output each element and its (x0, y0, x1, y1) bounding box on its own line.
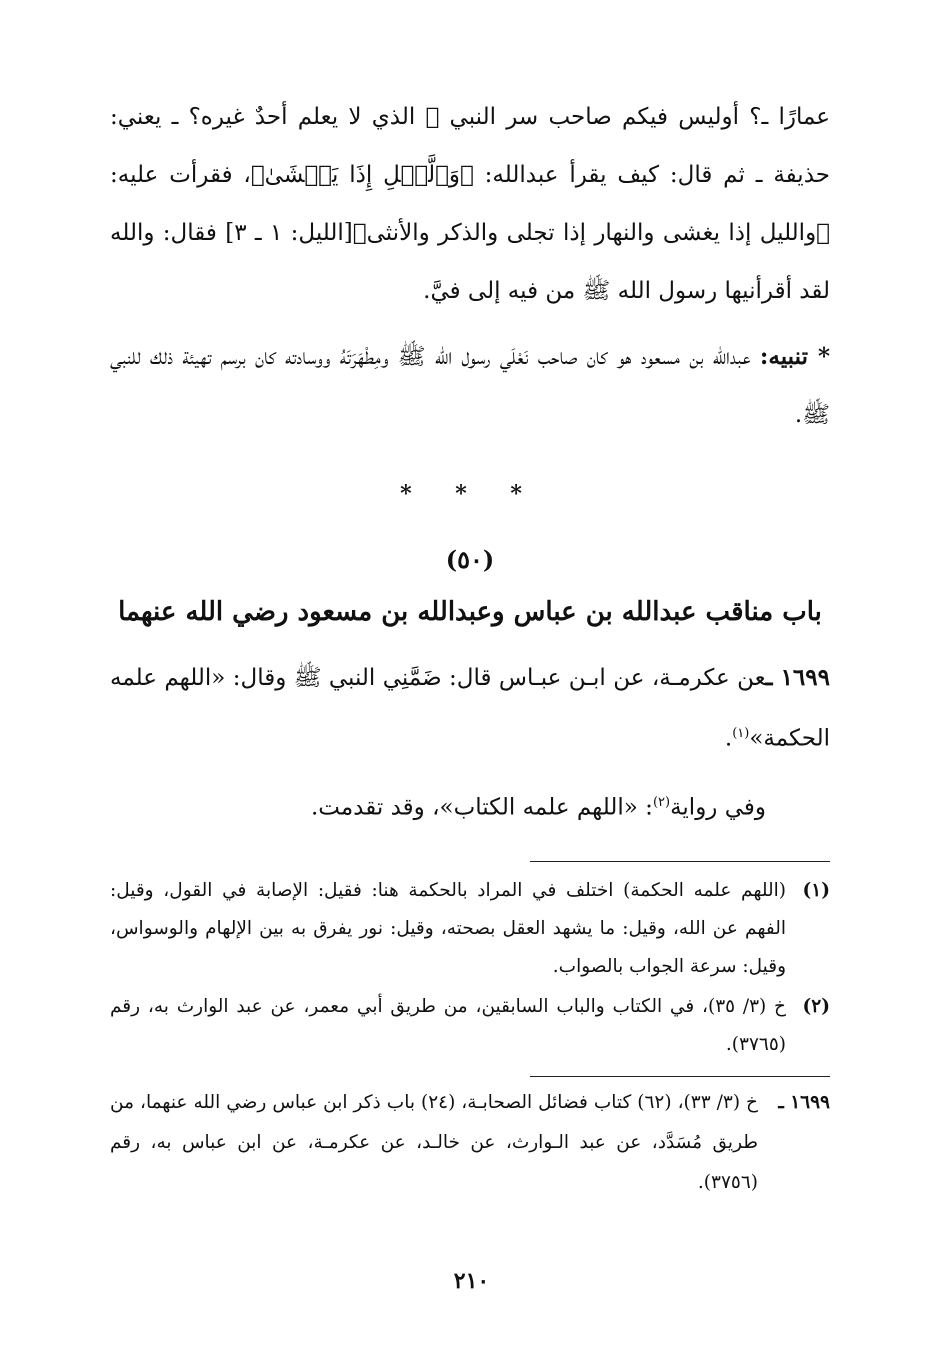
source-number: ١٦٩٩ ـ (778, 1092, 830, 1114)
footnote-divider (530, 861, 830, 862)
chapter-title: باب مناقب عبدالله بن عباس وعبدالله بن مسعود رضي الله عنهما (118, 597, 822, 627)
riwaya-text: وفي رواية (670, 794, 766, 821)
footnote-2 (110, 988, 830, 1064)
footnote-1 (110, 872, 830, 986)
note-text: عبدالله بن مسعود هو كان صاحب نَعْلَي رسول الله ﷺ ومِطْهَرَتَهُ ووسادته كان برسم تهيئة ذلك للنبي ﷺ. (110, 344, 830, 428)
footnotes (110, 872, 830, 1064)
footnote-text: (اللهم علمه الحكمة) اختلف في المراد بالحكمة هنا: فقيل: الإصابة في القول، وقيل: الفهم عن الله، وقيل: ما يشهد العقل بصحته، وقيل: نور يفرق به بين الإلهام والوسواس، وقيل: سرعة الجواب بالصواب. (110, 880, 786, 978)
riwaya-text-end: : «اللهم علمه الكتاب»، وقد تقدمت. (310, 794, 653, 821)
note-paragraph (110, 328, 830, 444)
paragraph-hudhayfa: عمارًا ـ؟ أوليس فيكم صاحب سر النبي ﷺ الذي لا يعلم أحدٌ غيره؟ ـ يعني: حذيفة ـ ثم قال: كيف يقرأ عبدالله: ﴿وَٱلَّيۡلِ إِذَا يَغۡشَىٰ﴾، فقرأت عليه: ﴿والليل إذا يغشى والنهار إذا تجلى والذكر والأنثى﴾[الليل: ١ ـ ٣] فقال: والله لقد أقرأنيها رسول الله ﷺ من فيه إلى فيَّ. (110, 104, 830, 304)
footnote-ref-2[interactable]: (٢) (652, 794, 671, 810)
chapter-number: (٥٠) (445, 545, 495, 574)
hadith-number: ١٦٩٩ ـ (765, 664, 830, 691)
footnote-number: (١) (802, 880, 830, 902)
hadith-text-end: . (724, 725, 733, 752)
source-divider (530, 1076, 830, 1077)
footnote-ref-1[interactable]: (١) (732, 726, 750, 741)
source-note (110, 1083, 830, 1203)
note-label: * تنبيه: (759, 343, 830, 370)
page-body (110, 88, 830, 1203)
section-separator: * * * (400, 481, 540, 507)
hadith-1699 (110, 650, 830, 767)
footnote-text: خ (٣/ ٣٥)، في الكتاب والباب السابقين، من طريق أبي معمر، عن عبد الوارث به، رقم (٣٧٦٥). (110, 996, 786, 1056)
riwaya-line (110, 775, 830, 836)
footnote-number: (٢) (802, 996, 830, 1018)
source-text: خ (٣/ ٣٣)، (٦٢) كتاب فضائل الصحابـة، (٢٤) باب ذكر ابن عباس رضي الله عنهما، من طريق مُسَدَّد، عن عبد الـوارث، عن خالـد، عن عكرمـة، عن ابن عباس به، رقم (٣٧٥٦). (110, 1092, 758, 1194)
hadith-text: عن عكرمـة، عن ابـن عبـاس قال: ضَمَّنِي النبي ﷺ وقال: «اللهم علمه الحكمة» (110, 665, 830, 752)
page-number: ٢١٠ (453, 1268, 490, 1294)
